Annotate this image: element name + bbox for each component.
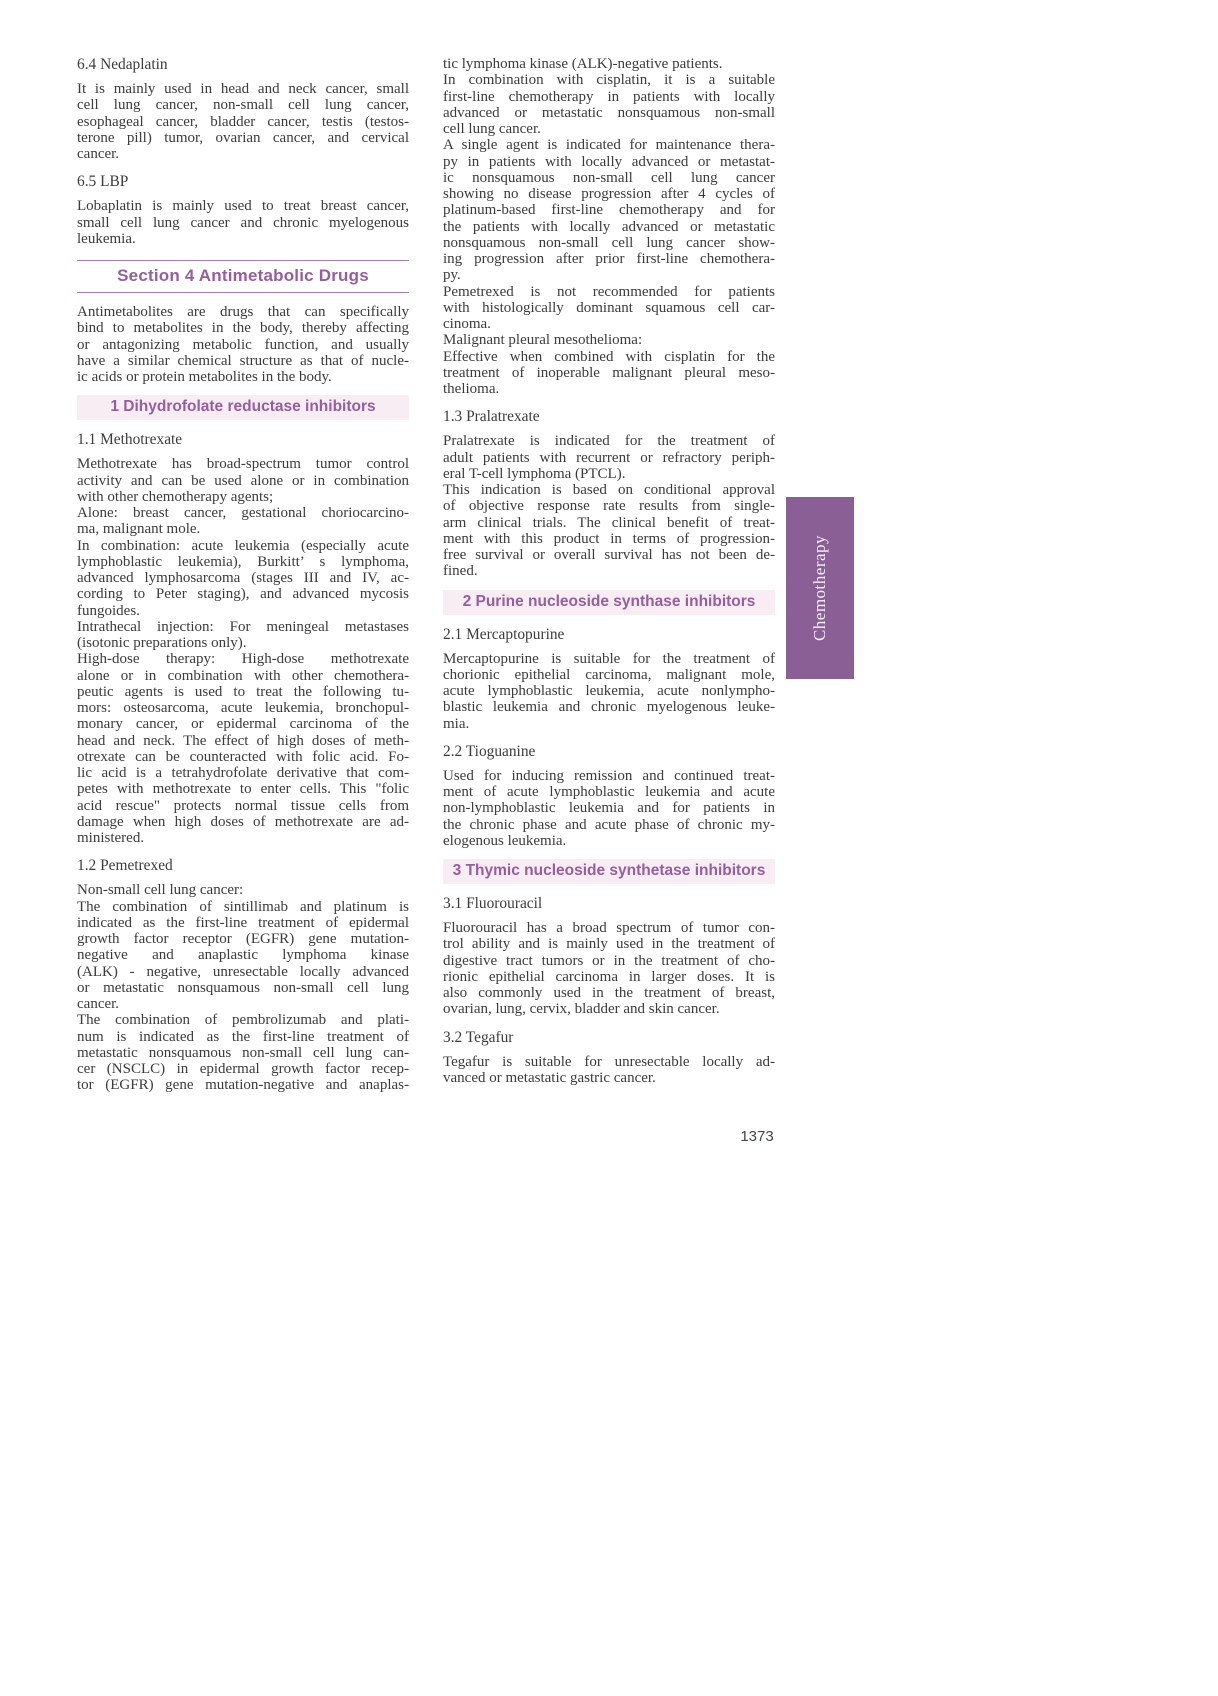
column-left [77, 56, 409, 1094]
paragraph [77, 899, 409, 1013]
text-line: growth factor receptor (EGFR) gene mutation- [77, 931, 409, 947]
paragraph [443, 651, 775, 732]
text-line: thelioma. [443, 381, 500, 397]
text-line: Alone: breast cancer, gestational choriocarcino- [77, 505, 409, 521]
text-line: digestive tract tumors or in the treatment of cho- [443, 952, 775, 969]
text-line: Used for inducing remission and continued treat- [443, 767, 775, 784]
text-line: advanced lymphosarcoma (stages III and IV, ac- [77, 570, 409, 586]
text-line: ma, malignant mole. [77, 521, 201, 538]
text-line: vanced or metastatic gastric cancer. [443, 1069, 656, 1086]
text-line: mia. [443, 715, 470, 732]
text-line: Lobaplatin is mainly used to treat breast cancer, [77, 198, 409, 215]
text-line: Mercaptopurine is suitable for the treatment of [443, 650, 775, 667]
text-line: py. [443, 267, 461, 284]
text-line: the patients with locally advanced or metastatic [443, 218, 775, 235]
drug-heading: 1.3 Pralatrexate [443, 408, 540, 426]
drug-heading: 3.1 Fluorouracil [443, 895, 543, 912]
paragraph [443, 332, 775, 348]
text-line: ministered. [77, 830, 145, 846]
text-line: py in patients with locally advanced or metastat- [443, 153, 775, 170]
text-line: This indication is based on conditional approval [443, 482, 775, 498]
text-line: ic acids or protein metabolites in the body. [77, 369, 332, 385]
text-line: leukemia. [77, 230, 136, 247]
column-right [443, 56, 775, 1094]
paragraph [77, 198, 409, 247]
text-line: acute lymphoblastic leukemia, acute nonlympho- [443, 683, 775, 699]
text-line: the chronic phase and acute phase of chronic my- [443, 816, 775, 833]
paragraph [77, 651, 409, 846]
page-number: 1373 [740, 1128, 774, 1145]
drug-heading: 6.5 LBP [77, 173, 129, 191]
paragraph [77, 619, 409, 652]
text-line: lic acid is a tetrahydrofolate derivative that com- [77, 765, 409, 781]
paragraph [77, 1012, 409, 1093]
text-line: otrexate can be counteracted with folic acid. Fo- [77, 748, 409, 765]
text-line: head and neck. The effect of high doses of meth- [77, 732, 409, 749]
drug-heading: 1.1 Methotrexate [77, 431, 183, 449]
text-line: eral T-cell lymphoma (PTCL). [443, 465, 626, 482]
text-line: fungoides. [77, 602, 140, 619]
text-line: platinum-based first-line chemotherapy and for [443, 202, 775, 219]
text-line: damage when high doses of methotrexate are ad- [77, 813, 409, 830]
text-line: blastic leukemia and chronic myelogenous leuke- [443, 699, 775, 716]
text-line: Fluorouracil has a broad spectrum of tumor con- [443, 920, 775, 936]
paragraph [77, 882, 409, 898]
drug-heading: 3.2 Tegafur [443, 1028, 514, 1046]
text-line: Pralatrexate is indicated for the treatment of [443, 433, 775, 450]
text-line: or metastatic nonsquamous non-small cell lung [77, 979, 409, 996]
text-line: showing no disease progression after 4 cycles of [443, 186, 775, 202]
subsection-band: 2 Purine nucleoside synthase inhibitors [443, 590, 775, 615]
text-line: nonsquamous non-small cell lung cancer show- [443, 234, 775, 251]
text-line: arm clinical trials. The clinical benefit of treat- [443, 514, 775, 531]
text-line: with other chemotherapy agents; [77, 488, 274, 505]
text-line: cording to Peter staging), and advanced mycosis [77, 586, 409, 603]
text-line: cer (NSCLC) in epidermal growth factor recep- [77, 1061, 409, 1077]
text-line: High-dose therapy: High-dose methotrexate [77, 651, 409, 668]
paragraph [77, 81, 409, 162]
text-line: cancer. [77, 996, 120, 1012]
paragraph [443, 482, 775, 580]
paragraph [443, 72, 775, 137]
text-line: or antagonizing metabolic function, and usually [77, 336, 409, 353]
text-line: ment of acute lymphoblastic leukemia and acute [443, 784, 775, 800]
text-line: tic lymphoma kinase (ALK)-negative patients. [443, 56, 723, 72]
text-line: free survival or overall survival has not been de- [443, 547, 775, 563]
text-line: trol ability and is mainly used in the treatment of [443, 936, 775, 953]
text-line: first-line chemotherapy in patients with locally [443, 88, 775, 105]
chapter-thumb-tab [786, 497, 854, 679]
paragraph [77, 538, 409, 619]
text-line: The combination of sintillimab and platinum is [77, 898, 409, 915]
subsection-band: 3 Thymic nucleoside synthetase inhibitors [443, 859, 775, 884]
text-line: non-lymphoblastic leukemia and for patients in [443, 800, 775, 817]
text-line: ic nonsquamous non-small cell lung cancer [443, 169, 775, 186]
paragraph [443, 137, 775, 283]
paragraph [443, 920, 775, 1018]
paragraph [443, 56, 775, 72]
text-line: ovarian, lung, cervix, bladder and skin cancer. [443, 1001, 720, 1018]
text-line: Non-small cell lung cancer: [77, 882, 244, 899]
text-line: cell lung cancer. [443, 121, 541, 137]
text-line: cinoma. [443, 316, 491, 332]
text-line: treatment of inoperable malignant pleural meso- [443, 364, 775, 381]
text-line: indicated as the first-line treatment of epidermal [77, 914, 409, 931]
drug-heading: 2.2 Tioguanine [443, 742, 536, 760]
text-line: activity and can be used alone or in combination [77, 472, 409, 489]
paragraph [443, 284, 775, 333]
text-line: peutic agents is used to treat the following tu- [77, 683, 409, 700]
text-line: bind to metabolites in the body, thereby affecting [77, 320, 409, 337]
text-line: monary cancer, or epidermal carcinoma of the [77, 716, 409, 733]
text-line: tor (EGFR) gene mutation-negative and anaplas- [77, 1077, 409, 1094]
text-line: adult patients with recurrent or refractory periph- [443, 449, 775, 466]
paragraph [77, 304, 409, 385]
text-line: petes with methotrexate to enter cells. This "folic [77, 781, 409, 798]
text-line: cancer. [77, 146, 120, 162]
text-line: (ALK) - negative, unresectable locally advanced [77, 963, 409, 980]
text-line: alone or in combination with other chemothera- [77, 667, 409, 684]
text-line: Pemetrexed is not recommended for patients [443, 283, 775, 300]
text-line: terone pill) tumor, ovarian cancer, and cervical [77, 129, 409, 146]
drug-heading: 6.4 Nedaplatin [77, 56, 168, 73]
paragraph [443, 768, 775, 849]
text-line: small cell lung cancer and chronic myelogenous [77, 214, 409, 231]
text-line: advanced or metastatic nonsquamous non-small [443, 104, 775, 121]
text-line: have a similar chemical structure as that of nucle- [77, 352, 409, 369]
text-line: Tegafur is suitable for unresectable locally ad- [443, 1053, 775, 1070]
text-line: also commonly used in the treatment of breast, [443, 985, 775, 1001]
text-line: Effective when combined with cisplatin for the [443, 348, 775, 365]
text-line: elogenous leukemia. [443, 832, 567, 849]
paragraph [443, 349, 775, 398]
text-line: The combination of pembrolizumab and plati- [77, 1012, 409, 1029]
text-line: fined. [443, 563, 478, 580]
text-line: A single agent is indicated for maintenance thera- [443, 137, 775, 154]
drug-heading: 1.2 Pemetrexed [77, 857, 173, 875]
text-line: Intrathecal injection: For meningeal metastases [77, 618, 409, 635]
text-line: Malignant pleural mesothelioma: [443, 332, 643, 349]
text-line: num is indicated as the first-line treatment of [77, 1028, 409, 1045]
text-line: negative and anaplastic lymphoma kinase [77, 947, 409, 964]
text-line: ing progression after prior first-line chemothera- [443, 251, 775, 267]
text-line: In combination: acute leukemia (especially acute [77, 537, 409, 554]
subsection-band: 1 Dihydrofolate reductase inhibitors [77, 395, 409, 420]
text-line: In combination with cisplatin, it is a suitable [443, 72, 775, 89]
paragraph [443, 1054, 775, 1087]
text-line: metastatic nonsquamous non-small cell lung can- [77, 1044, 409, 1061]
text-line: mors: osteosarcoma, acute leukemia, bronchopul- [77, 700, 409, 716]
drug-heading: 2.1 Mercaptopurine [443, 625, 565, 643]
paragraph [443, 433, 775, 482]
paragraph [77, 505, 409, 538]
text-line: (isotonic preparations only). [77, 635, 247, 651]
text-line: Antimetabolites are drugs that can specifically [77, 304, 409, 320]
text-line: chorionic epithelial carcinoma, malignant mole, [443, 666, 775, 683]
chapter-tab-label: Chemotherapy [810, 534, 829, 642]
text-line: Methotrexate has broad-spectrum tumor control [77, 456, 409, 473]
text-line: ment with this product in terms of progression- [443, 530, 775, 547]
text-line: esophageal cancer, bladder cancer, testis (testos- [77, 113, 409, 130]
text-line: acid rescue" protects normal tissue cells from [77, 797, 409, 814]
section-title: Section 4 Antimetabolic Drugs [77, 260, 409, 293]
paragraph [77, 456, 409, 505]
two-column-text-area [77, 56, 775, 1094]
text-line: It is mainly used in head and neck cancer, small [77, 81, 409, 97]
text-line: cell lung cancer, non-small cell lung cancer, [77, 97, 409, 114]
text-line: of objective response rate results from single- [443, 498, 775, 515]
text-line: with histologically dominant squamous cell car- [443, 299, 775, 316]
text-line: rionic epithelial carcinoma in larger doses. It is [443, 968, 775, 985]
text-line: lymphoblastic leukemia), Burkitt’ s lymphoma, [77, 553, 409, 570]
